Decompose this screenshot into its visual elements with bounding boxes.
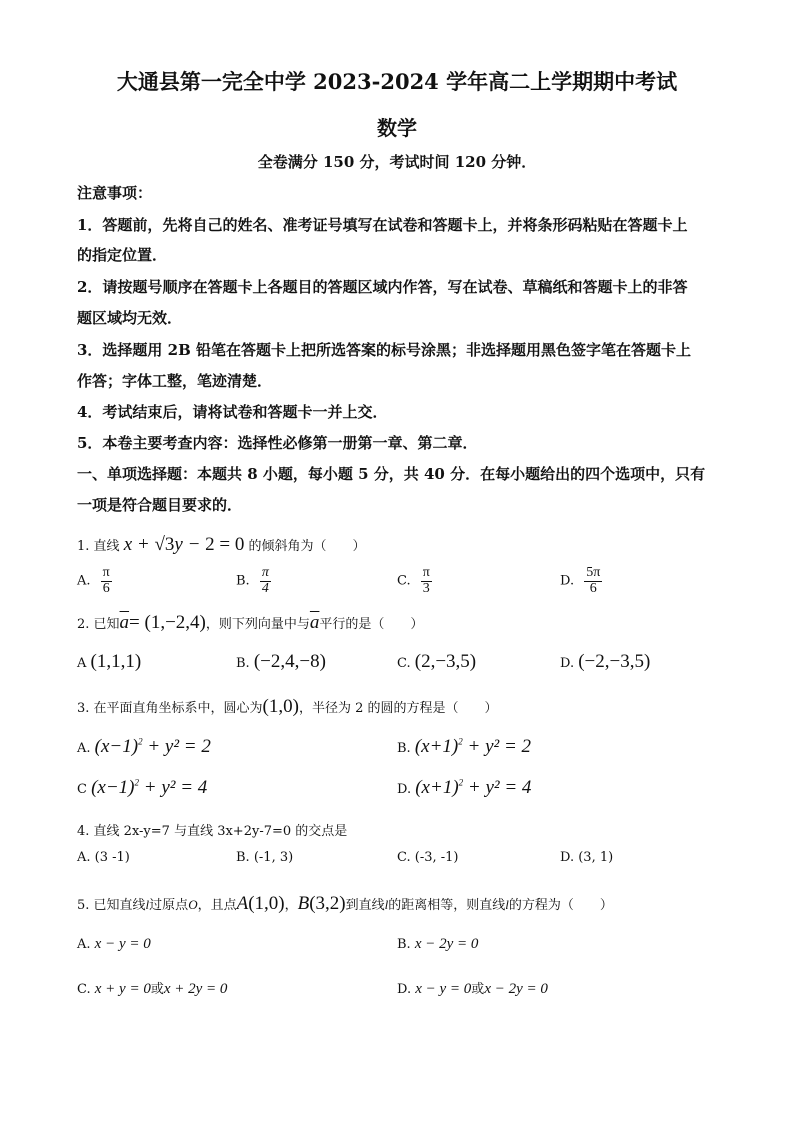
question-1-stem: 1. 直线 x + √3y − 2 = 0 的倾斜角为（ ）	[77, 534, 366, 555]
q1-option-b[interactable]: B. $\frac{\pi}{4}$	[236, 565, 269, 596]
q4-option-d[interactable]: D. (3, 1)	[560, 850, 614, 865]
notice-line: 1．答题前，先将自己的姓名、准考证号填写在试卷和答题卡上，并将条形码粘贴在答题卡上	[77, 216, 688, 234]
q4-option-b[interactable]: B. (-1, 3)	[236, 850, 294, 865]
q2-option-a[interactable]: A (1,1,1)	[77, 651, 142, 672]
notice-line: 2．请按题号顺序在答题卡上各题目的答题区域内作答，写在试卷、草稿纸和答题卡上的非答	[77, 278, 688, 296]
notice-heading: 注意事项：	[77, 184, 153, 202]
question-4-stem: 4. 直线 2x-y=7 与直线 3x+2y-7=0 的交点是	[77, 824, 348, 839]
subject-title: 数学	[377, 116, 417, 140]
q1-option-a[interactable]: A. $\frac{\pi}{6}$	[77, 565, 110, 596]
q3-option-a[interactable]: A. $(x-1)^2 + y^2 = 2$	[77, 736, 211, 757]
question-2-stem: 2. 已知$\overline{a}= (1,-2,4)$，则下列向量中与$\overline{a}$平行的是（ ）	[77, 612, 424, 633]
q1-option-d[interactable]: D. $\frac{5\pi}{6}$	[560, 565, 601, 596]
notice-line: 3．选择题用 2B 铅笔在答题卡上把所选答案的标号涂黑；非选择题用黑色签字笔在答题卡上	[77, 341, 692, 359]
question-1-equation: x + √3y − 2 = 0	[123, 534, 245, 555]
q3-option-d[interactable]: D. $(x+1)^2 + y^2 = 4$	[397, 777, 532, 798]
q5-option-d[interactable]: D. x − y = 0或x − 2y = 0	[397, 981, 548, 997]
exam-info: 全卷满分 150 分，考试时间 120 分钟．	[257, 153, 537, 171]
section-heading: 一项是符合题目要求的．	[77, 496, 243, 514]
q3-option-b[interactable]: B. $(x+1)^2 + y^2 = 2$	[397, 736, 532, 757]
notice-line: 作答；字体工整，笔迹清楚．	[77, 372, 273, 390]
q4-option-c[interactable]: C. (-3, -1)	[397, 850, 459, 865]
notice-line: 的指定位置．	[77, 246, 168, 264]
section-heading: 一、单项选择题：本题共 8 小题，每小题 5 分，共 40 分．在每小题给出的四个选项中，只有	[77, 465, 706, 483]
exam-title: 大通县第一完全中学 2023-2024 学年高二上学期期中考试	[116, 69, 678, 94]
q2-option-b[interactable]: B. (−2,4,−8)	[236, 651, 326, 672]
q2-option-c[interactable]: C. (2,−3,5)	[397, 651, 477, 672]
q5-option-c[interactable]: C. x + y = 0或x + 2y = 0	[77, 981, 228, 997]
notice-line: 5．本卷主要考查内容：选择性必修第一册第一章、第二章．	[77, 434, 478, 452]
question-5-stem: 5. 已知直线l过原点O，且点A(1,0)，B(3,2)到直线l的距离相等，则直线l的方程为（ ）	[77, 893, 613, 914]
q3-option-c[interactable]: C $(x-1)^2 + y^2 = 4$	[77, 777, 208, 798]
q4-option-a[interactable]: A. (3 -1)	[77, 850, 130, 865]
q5-option-b[interactable]: B. x − 2y = 0	[397, 936, 479, 952]
q2-option-d[interactable]: D. (−2,−3,5)	[560, 651, 651, 672]
q1-option-c[interactable]: C. $\frac{\pi}{3}$	[397, 565, 430, 596]
q5-option-a[interactable]: A. x − y = 0	[77, 936, 151, 952]
notice-line: 4．考试结束后，请将试卷和答题卡一并上交．	[77, 403, 388, 421]
question-3-stem: 3. 在平面直角坐标系中，圆心为(1,0)，半径为 2 的圆的方程是（ ）	[77, 696, 498, 717]
notice-line: 题区域均无效．	[77, 309, 183, 327]
